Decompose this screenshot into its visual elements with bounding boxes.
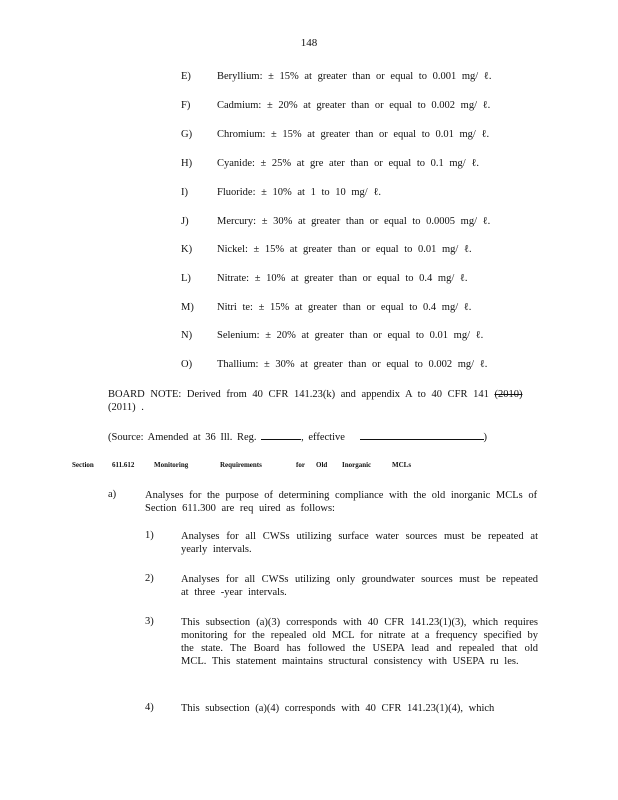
source-prefix: (Source: Amended at 36 Ill. Reg. xyxy=(108,432,257,443)
list-item-letter: J) xyxy=(181,216,189,227)
list-item-letter: L) xyxy=(181,273,191,284)
list-item-letter: K) xyxy=(181,244,193,255)
register-page-blank xyxy=(261,430,301,440)
list-item-text: Thallium: ± 30% at greater than or equal to 0.002 mg/ ℓ. xyxy=(217,359,488,370)
subitem-number: 2) xyxy=(145,573,154,584)
list-item-letter: H) xyxy=(181,158,193,169)
list-item-letter: G) xyxy=(181,129,193,140)
subitem-text: Analyses for all CWSs utilizing surface water sources must be repeated at yearly intervals. xyxy=(181,531,538,555)
board-note-after-text: (2011) . xyxy=(108,402,144,413)
section-title-word: Inorganic xyxy=(342,461,372,469)
list-item-text: Fluoride: ± 10% at 1 to 10 mg/ ℓ. xyxy=(217,187,381,198)
list-item-text: Cadmium: ± 20% at greater than or equal to 0.002 mg/ ℓ. xyxy=(217,100,491,111)
subitem-number: 3) xyxy=(145,616,154,627)
list-item-text: Selenium: ± 20% at greater than or equal to 0.01 mg/ ℓ. xyxy=(217,330,484,341)
section-title-word: Monitoring xyxy=(154,461,189,469)
source-middle: , effective xyxy=(301,432,345,443)
list-item-letter: F) xyxy=(181,100,191,111)
list-item-text: Chromium: ± 15% at greater than or equal to 0.01 mg/ ℓ. xyxy=(217,129,490,140)
list-item-text: Nitri te: ± 15% at greater than or equal to 0.4 mg/ ℓ. xyxy=(217,302,472,313)
source-note xyxy=(108,430,487,443)
list-item-letter: M) xyxy=(181,302,194,313)
board-note-text: BOARD NOTE: Derived from 40 CFR 141.23(k) and appendix A to 40 CFR 141 xyxy=(108,389,495,400)
effective-date-blank xyxy=(360,430,484,440)
list-item-text: Nitrate: ± 10% at greater than or equal to 0.4 mg/ ℓ. xyxy=(217,273,468,284)
list-item-text: Beryllium: ± 15% at greater than or equal to 0.001 mg/ ℓ. xyxy=(217,71,492,82)
section-number: 611.612 xyxy=(112,461,135,469)
list-item-text: Cyanide: ± 25% at gre ater than or equal to 0.1 mg/ ℓ. xyxy=(217,158,479,169)
subitem-number: 4) xyxy=(145,702,154,713)
list-item-letter: O) xyxy=(181,359,193,370)
list-item-letter: E) xyxy=(181,71,191,82)
subitem-text: This subsection (a)(4) corresponds with 40 CFR 141.23(1)(4), which xyxy=(181,703,495,714)
subitem-text: This subsection (a)(3) corresponds with 40 CFR 141.23(1)(3), which requires monitoring for the repealed old MCL for nitrate at a frequency specified by the state. The Board has followed the USEPA lead and repealed that old MCL. This statement maintains structural consistency with USEPA ru les. xyxy=(181,617,538,667)
source-suffix: ) xyxy=(483,432,488,443)
subitem-text: Analyses for all CWSs utilizing only groundwater sources must be repeated at three -year intervals. xyxy=(181,574,538,598)
section-title-word: for xyxy=(296,461,305,469)
subitem-number: 1) xyxy=(145,530,154,541)
section-title-word: Requirements xyxy=(220,461,262,469)
paragraph-a-text: Analyses for the purpose of determining compliance with the old inorganic MCLs of Section 611.300 are req uired as follows: xyxy=(145,490,538,514)
list-item-text: Mercury: ± 30% at greater than or equal to 0.0005 mg/ ℓ. xyxy=(217,216,491,227)
section-title-word: MCLs xyxy=(392,461,412,469)
section-label: Section xyxy=(72,461,94,469)
board-note-struck-text: (2010) xyxy=(494,389,523,400)
list-item-letter: N) xyxy=(181,330,193,341)
paragraph-a-label: a) xyxy=(108,489,117,500)
list-item-text: Nickel: ± 15% at greater than or equal to 0.01 mg/ ℓ. xyxy=(217,244,472,255)
list-item-letter: I) xyxy=(181,187,188,198)
board-note xyxy=(108,388,540,414)
page-number: 148 xyxy=(300,37,318,49)
section-title-word: Old xyxy=(316,461,328,469)
